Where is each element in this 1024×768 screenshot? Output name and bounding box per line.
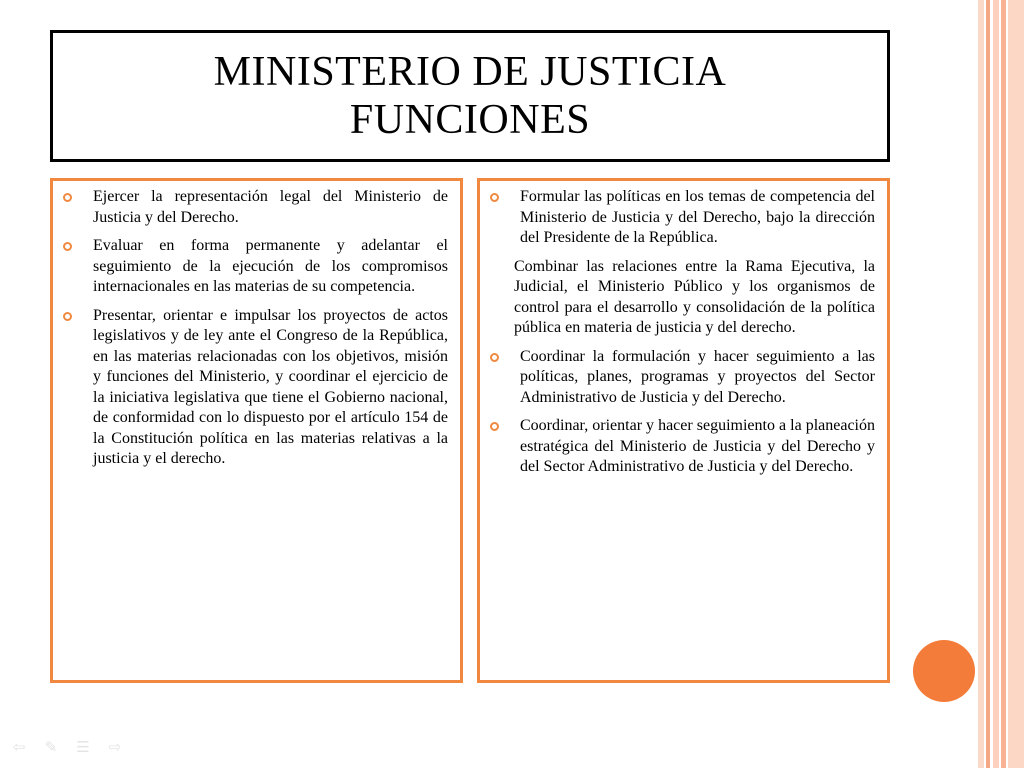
title-box bbox=[50, 30, 890, 162]
list-item-text: Combinar las relaciones entre la Rama Ejecutiva, la Judicial, el Ministerio Público y los organismos de control para el desarrollo y consolidación de la política pública en materia de justicia y del derecho. bbox=[514, 257, 875, 336]
forward-arrow-icon[interactable]: ⇨ bbox=[108, 738, 122, 756]
menu-icon[interactable]: ☰ bbox=[76, 738, 90, 756]
list-item bbox=[53, 306, 448, 470]
list-item-text: Formular las políticas en los temas de competencia del Ministerio de Justicia y del Derecho, bajo la dirección del Presidente de la República. bbox=[520, 188, 875, 246]
title-line-2: FUNCIONES bbox=[349, 97, 591, 143]
bullet-circle-icon bbox=[63, 193, 72, 202]
list-item-text: Evaluar en forma permanente y adelantar el seguimiento de la ejecución de los compromisos internacionales en las materias de su competencia. bbox=[93, 237, 448, 295]
list-item bbox=[53, 236, 448, 298]
decor-stripe bbox=[993, 0, 999, 768]
title-line-1: MINISTERIO DE JUSTICIA bbox=[213, 49, 727, 95]
decor-stripe bbox=[986, 0, 990, 768]
list-item-text: Presentar, orientar e impulsar los proyectos de actos legislativos y de ley ante el Congreso de la República, en las materias relacionadas con los objetivos, misión y funciones del Ministerio, y coordinar el ejercicio de la iniciativa legislativa que tiene el Gobierno nacional, de conformidad con lo dispuesto por el artículo 154 de la Constitución política en las materias relativas a la justicia y el derecho. bbox=[93, 306, 448, 467]
left-bullet-list bbox=[53, 181, 460, 470]
bullet-circle-icon bbox=[490, 193, 499, 202]
right-bullet-list bbox=[480, 181, 887, 478]
slide-nav-toolbar bbox=[8, 738, 126, 756]
list-item-text: Ejercer la representación legal del Ministerio de Justicia y del Derecho. bbox=[93, 188, 448, 226]
decor-stripe bbox=[1001, 0, 1006, 768]
list-item bbox=[480, 257, 875, 339]
list-item bbox=[53, 187, 448, 228]
list-item-text: Coordinar la formulación y hacer seguimiento a las políticas, planes, programas y proyectos del Sector Administrativo de Justicia y del Derecho. bbox=[520, 347, 875, 406]
bullet-circle-icon bbox=[490, 353, 499, 362]
list-item bbox=[480, 416, 875, 478]
list-item bbox=[480, 187, 875, 249]
left-content-box bbox=[50, 178, 463, 683]
right-content-box bbox=[477, 178, 890, 683]
bullet-circle-icon bbox=[63, 312, 72, 321]
bullet-circle-icon bbox=[63, 242, 72, 251]
list-item bbox=[480, 347, 875, 409]
pen-icon[interactable]: ✎ bbox=[44, 738, 58, 756]
decor-stripe bbox=[1008, 0, 1024, 768]
decor-stripe bbox=[978, 0, 984, 768]
bullet-circle-icon bbox=[490, 422, 499, 431]
list-item-text: Coordinar, orientar y hacer seguimiento a la planeación estratégica del Ministerio de Justicia y del Derecho y del Sector Administrativo de Justicia y del Derecho. bbox=[520, 417, 875, 475]
back-arrow-icon[interactable]: ⇦ bbox=[12, 738, 26, 756]
decor-circle bbox=[913, 640, 975, 702]
